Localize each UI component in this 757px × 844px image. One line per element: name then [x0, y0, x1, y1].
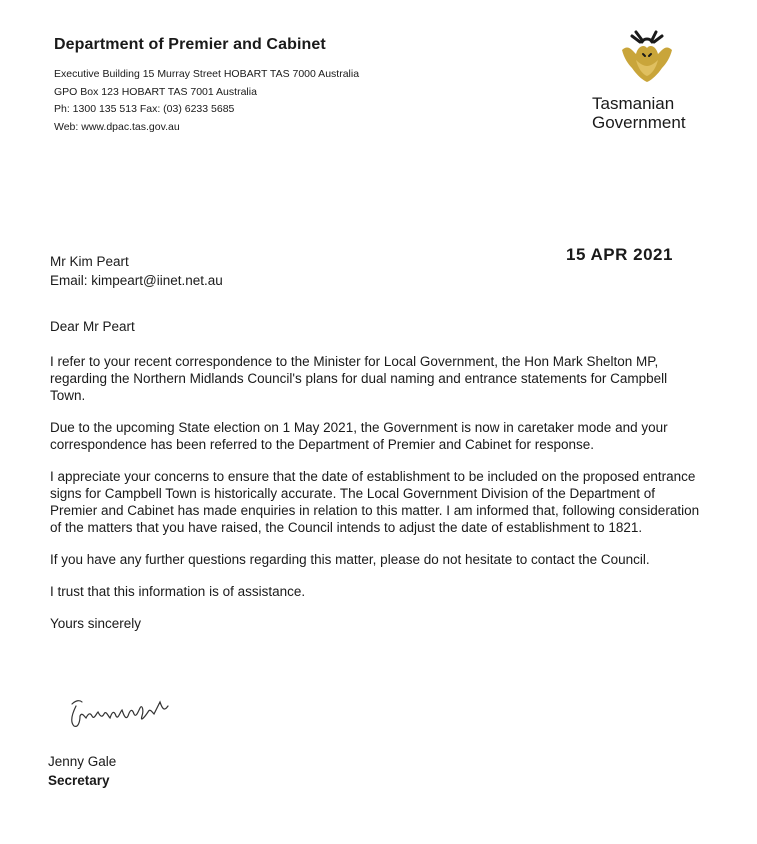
- handwritten-signature: [62, 690, 192, 739]
- tasmanian-tiger-emblem-icon: [616, 24, 678, 86]
- address-block: [54, 66, 359, 136]
- tasmanian-government-logo: [592, 24, 707, 139]
- recipient-name: Mr Kim Peart: [50, 254, 129, 269]
- signatory-name: Jenny Gale: [48, 754, 117, 769]
- address-line: GPO Box 123 HOBART TAS 7001 Australia: [54, 85, 257, 98]
- body-paragraph: I trust that this information is of assistance.: [50, 584, 306, 599]
- body-paragraph: I appreciate your concerns to ensure that the date of establishment to be included on the proposed entrance signs for Campbell Town is historically accurate. The Local Government Division of the Department of Premier and Cabinet has made enquiries in relation to this matter. I am informed that, following consideration of the matters that you have raised, the Council intends to adjust the date of establishment to 1821.: [50, 469, 700, 535]
- address-line: Ph: 1300 135 513 Fax: (03) 6233 5685: [54, 103, 235, 115]
- signatory-title: Secretary: [48, 773, 110, 788]
- body-paragraph: I refer to your recent correspondence to the Minister for Local Government, the Hon Mark Shelton MP, regarding the Northern Midlands Council's plans for dual naming and entrance statements for Campbell Town.: [50, 354, 668, 403]
- department-title: Department of Premier and Cabinet: [54, 36, 326, 53]
- body-paragraph: If you have any further questions regarding this matter, please do not hesitate to contact the Council.: [50, 552, 650, 567]
- letter-body: [50, 318, 700, 647]
- address-line: Web: www.dpac.tas.gov.au: [54, 120, 180, 133]
- salutation: Dear Mr Peart: [50, 319, 135, 334]
- date-stamp: 15 APR 2021: [566, 245, 673, 264]
- logo-text-line: Tasmanian: [592, 94, 675, 113]
- recipient-email: Email: kimpeart@iinet.net.au: [50, 273, 223, 288]
- recipient-block: [50, 252, 223, 290]
- logo-text-line: Government: [592, 113, 686, 132]
- body-paragraph: Due to the upcoming State election on 1 May 2021, the Government is now in caretaker mode and your correspondence has been referred to the Department of Premier and Cabinet for response.: [50, 420, 668, 452]
- address-line: Executive Building 15 Murray Street HOBART TAS 7000 Australia: [54, 68, 360, 80]
- closing: Yours sincerely: [50, 616, 142, 631]
- signatory-block: [48, 752, 116, 790]
